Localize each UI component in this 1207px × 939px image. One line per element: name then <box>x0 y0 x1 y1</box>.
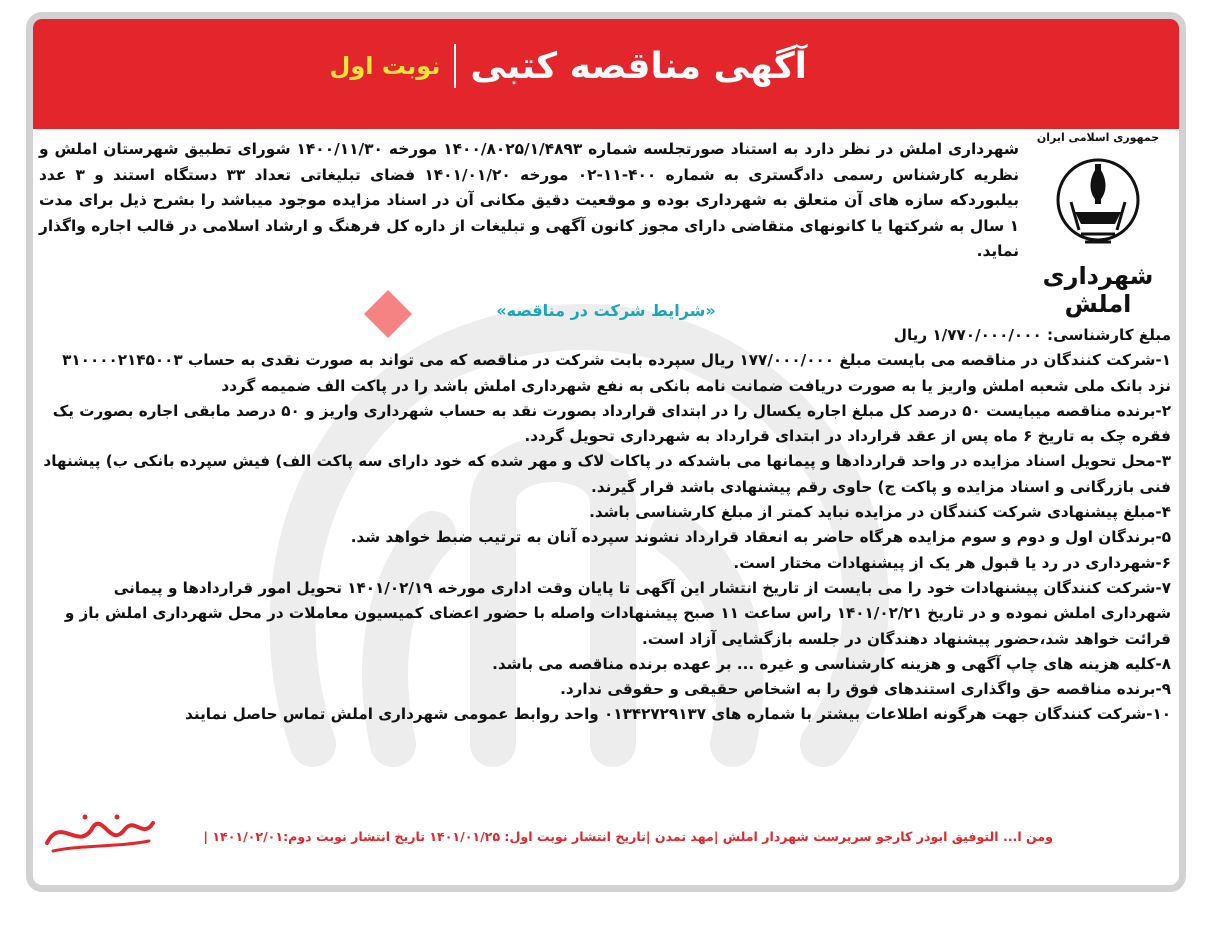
condition-item: ۴-مبلغ پیشنهادی شرکت کنندگان در مزایده نباید کمتر از مبلغ کارشناسی باشد. <box>589 503 1171 522</box>
condition-item: ۲-برنده مناقصه میبایست ۵۰ درصد کل مبلغ اجاره یکسال را در ابتدای قرارداد بصورت نقد به حساب شهرداری واریز و ۵۰ درصد مابقی اجاره بصورت یک فقره چک به تاریخ ۶ ماه پس از عقد قرارداد در ابتدای قرارداد به شهرداری تحویل گردد. <box>52 401 1171 446</box>
footer <box>31 807 1171 867</box>
condition-item: ۶-شهرداری در رد یا قبول هر یک از پیشنهادات مختار است. <box>733 553 1171 572</box>
emblem-municipality-name: شهرداری املش <box>1042 262 1154 318</box>
municipality-emblem <box>1023 129 1173 318</box>
header-title-group <box>330 37 807 95</box>
condition-item: ۹-برنده مناقصه حق واگذاری استندهای فوق را به اشخاص حقیقی و حقوقی ندارد. <box>560 680 1171 699</box>
page-title: آگهی مناقصه کتبی <box>470 45 807 87</box>
round-label: نوبت اول <box>329 52 441 80</box>
condition-item: ۵-برندگان اول و دوم و سوم مزایده هرگاه حاضر به انعقاد قرارداد نشوند سپرده آنان به ترتیب ضبط خواهد شد. <box>350 528 1171 547</box>
footer-publication-line: ومن ا... التوفیق ابوذر کارجو سرپرست شهردار املش |مهد تمدن |تاریخ انتشار نوبت اول: ۱۴۰۱/۰۱/۲۵ تاریخ انتشار نوبت دوم:۱۴۰۱/۰۲/۰۱ | <box>203 829 1053 844</box>
header-banner <box>33 19 1179 129</box>
conditions-body <box>41 323 1171 728</box>
publisher-logo-icon <box>39 809 159 859</box>
ad-frame <box>26 12 1186 892</box>
condition-item: ۱۰-شرکت کنندگان جهت هرگونه اطلاعات بیشتر با شماره های ۰۱۳۴۲۷۲۹۱۳۷ واحد روابط عمومی شهرداری املش تماس حاصل نمایند <box>185 705 1171 724</box>
condition-item: ۳-محل تحویل اسناد مزایده در واحد قراردادها و پیمانها می باشدکه در پاکات لاک و مهر شده که خود دارای سه پاکت الف) فیش سپرده بانکی ب) پیشنهاد فنی بازرگانی و اسناد مزایده و پاکت ج) حاوی رقم پیشنهادی باشد قرار گیرند. <box>43 452 1171 496</box>
condition-item: ۱-شرکت کنندگان در مناقصه می بایست مبلغ ۱۷۷/۰۰۰/۰۰۰ ریال سپرده بابت شرکت در مناقصه که می تواند به صورت نقدی به حساب ۳۱۰۰۰۰۲۱۴۵۰۰۳ نزد بانک ملی شعبه املش واریز یا به صورت دریافت ضمانت نامه بانکی به نفع شهرداری املش باشد را در پاکت الف ضمیمه گردد <box>62 351 1171 395</box>
intro-paragraph: شهرداری املش در نظر دارد به استناد صورتجلسه شماره ۱۴۰۰/۸۰۲۵/۱/۴۸۹۳ مورخه ۱۴۰۰/۱۱/۳۰ شورای تطبیق شهرستان املش و نظریه کارشناس رسمی دادگستری به شماره ۴۰۰-۱۱-۰۲ مورخه ۱۴۰۱/۰۱/۲۰ فضای تبلیغاتی تعداد ۳۳ دستگاه استند و ۳ عدد بیلبوردکه سازه های آن متعلق به شهرداری بوده و موقعیت دقیق مکانی آن در اسناد مزایده موجود میباشد را بشرح ذیل برای مدت ۱ سال به شرکتها یا کانونهای متقاضی دارای مجوز کانون آگهی و تبلیغات از داره کل فرهنگ و ارشاد اسلامی در قالب اجاره واگذار نماید. <box>39 140 1020 261</box>
condition-item: ۸-کلیه هزینه های چاپ آگهی و هزینه کارشناسی و غیره ... بر عهده برنده مناقصه می باشد. <box>492 654 1171 673</box>
title-divider <box>454 44 456 88</box>
emblem-seal-icon <box>1053 144 1143 256</box>
conditions-title: «شرایط شرکت در مناقصه» <box>496 301 716 320</box>
condition-item: ۷-شرکت کنندگان پیشنهادات خود را می بایست از تاریخ انتشار این آگهی تا پایان وقت اداری مورخه ۱۴۰۱/۰۲/۱۹ تحویل امور قراردادها و پیمانی شهرداری املش نموده و در تاریخ ۱۴۰۱/۰۲/۲۱ راس ساعت ۱۱ صبح پیشنهادات واصله با حضور اعضای کمیسیون معاملات در محل شهرداری املش باز و قرائت خواهد شد،حضور پیشنهاد دهندگان در جلسه بازگشایی آزاد است. <box>64 578 1171 648</box>
expert-amount: مبلغ کارشناسی: ۱/۷۷۰/۰۰۰/۰۰۰ ریال <box>893 326 1171 344</box>
emblem-top-text: جمهوری اسلامی ایران <box>1036 131 1160 144</box>
